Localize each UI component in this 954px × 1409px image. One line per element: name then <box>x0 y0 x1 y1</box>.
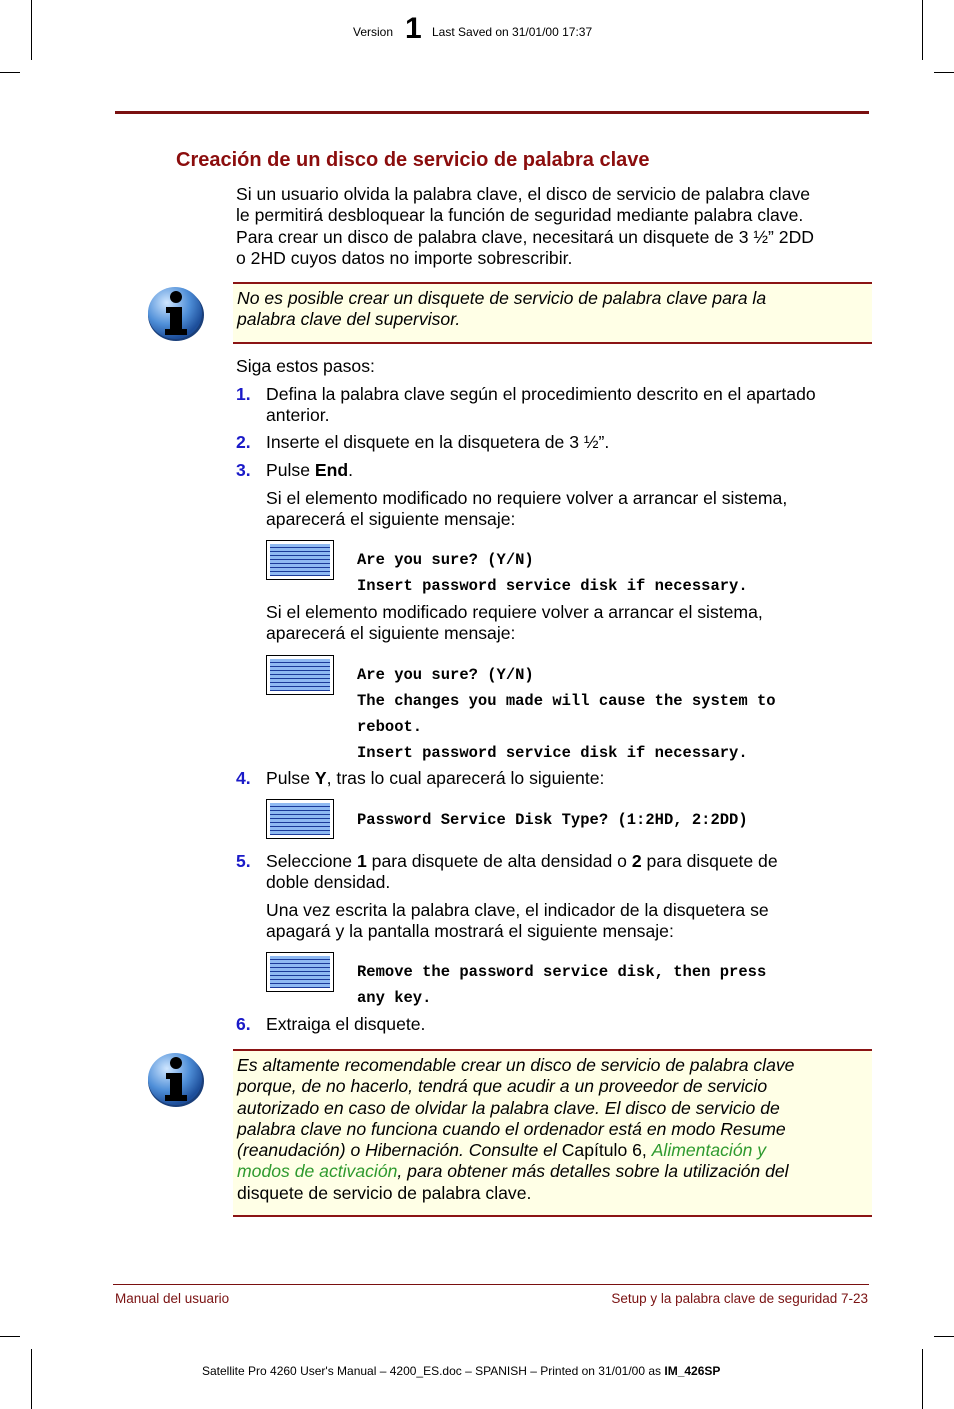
intro-line: o 2HD cuyos datos no importe sobrescribir. <box>236 247 573 268</box>
note-line: disquete de servicio de palabra clave. <box>237 1182 532 1203</box>
print-info: Satellite Pro 4260 User's Manual – 4200_ES.doc – SPANISH – Printed on 31/01/00 as <box>202 1364 665 1378</box>
version-number: 1 <box>405 12 422 45</box>
step-line: Si el elemento modificado requiere volver a arrancar el sistema, <box>266 602 763 622</box>
step-line <box>266 851 876 872</box>
message-line: Insert password service disk if necessary. <box>357 577 748 595</box>
step-paragraph <box>266 602 876 645</box>
crop-mark <box>31 0 32 60</box>
note-line: porque, de no hacerlo, tendrá que acudir a un proveedor de servicio <box>237 1076 768 1097</box>
last-saved: Last Saved on 31/01/00 17:37 <box>432 25 593 39</box>
step-paragraph <box>266 900 876 943</box>
key-name: End <box>314 460 349 480</box>
step-line: Si el elemento modificado no requiere volver a arrancar el sistema, <box>266 488 788 508</box>
note-line: palabra clave del supervisor. <box>237 309 461 330</box>
chapter-link[interactable]: Alimentación y <box>651 1140 767 1161</box>
step-number: 4. <box>236 768 251 788</box>
step-text-post: . <box>348 460 354 480</box>
step-text-pre: Pulse <box>266 768 315 788</box>
crop-mark <box>31 1349 32 1409</box>
note-box <box>233 282 872 344</box>
screen-message-icon <box>266 655 334 695</box>
top-rule <box>115 111 869 114</box>
step-line: Defina la palabra clave según el procedimiento descrito en el apartado <box>266 384 816 404</box>
step-line: aparecerá el siguiente mensaje: <box>266 509 516 530</box>
chapter-link[interactable]: modos de activación <box>237 1161 398 1182</box>
version-label: Version <box>353 25 394 39</box>
crop-mark <box>0 1336 20 1337</box>
screen-message-icon <box>266 799 334 839</box>
note-line: No es posible crear un disquete de servicio de palabra clave para la <box>237 288 767 308</box>
step-text: Extraiga el disquete. <box>266 1014 426 1034</box>
step-number: 3. <box>236 460 251 480</box>
step-number: 6. <box>236 1014 251 1034</box>
intro-line: Para crear un disco de palabra clave, necesitará un disquete de 3 ½” 2DD <box>236 226 814 247</box>
message-line: Are you sure? (Y/N) <box>357 666 534 684</box>
step-text <box>266 384 876 427</box>
crop-mark <box>922 1349 923 1409</box>
step-text: Inserte el disquete en la disquetera de 3 ½”. <box>266 432 610 452</box>
message-line: Password Service Disk Type? (1:2HD, 2:2DD) <box>357 811 748 829</box>
step-line: apagará y la pantalla mostrará el siguiente mensaje: <box>266 921 674 942</box>
intro-line: le permitirá desbloquear la función de seguridad mediante palabra clave. <box>236 205 804 226</box>
step-text <box>266 460 353 481</box>
footer-right: Setup y la palabra clave de seguridad 7-23 <box>611 1291 868 1306</box>
screen-message <box>357 959 766 1011</box>
step-text-pre: Pulse <box>266 460 315 480</box>
screen-message-icon <box>266 952 334 992</box>
step-text-pre: Seleccione <box>266 851 357 871</box>
footer-left: Manual del usuario <box>115 1291 230 1306</box>
intro-line: Si un usuario olvida la palabra clave, el disco de servicio de palabra clave <box>236 184 811 204</box>
note-line <box>237 1161 868 1182</box>
section-title: Creación de un disco de servicio de palabra clave <box>176 149 650 171</box>
step-number: 1. <box>236 384 251 404</box>
note-line: palabra clave no funciona cuando el ordenador está en modo Resume <box>237 1118 786 1139</box>
chapter-reference: Capítulo 6, <box>561 1140 652 1161</box>
print-code: IM_426SP <box>664 1364 721 1378</box>
note-text <box>233 1051 872 1204</box>
intro-paragraph <box>236 184 876 269</box>
step-text-mid: para disquete de alta densidad o <box>366 851 632 871</box>
note-box <box>233 1049 872 1217</box>
note-line: Es altamente recomendable crear un disco de servicio de palabra clave <box>237 1055 795 1075</box>
info-icon <box>146 1049 206 1109</box>
message-line: Are you sure? (Y/N) <box>357 551 534 569</box>
message-line: reboot. <box>357 718 423 736</box>
step-line: doble densidad. <box>266 872 391 893</box>
step-line: anterior. <box>266 405 330 426</box>
step-number: 2. <box>236 432 251 452</box>
footer-rule <box>113 1284 869 1285</box>
screen-message <box>357 662 776 766</box>
option-number: 2 <box>631 851 642 871</box>
step-line: Una vez escrita la palabra clave, el indicador de la disquetera se <box>266 900 769 920</box>
note-text <box>233 284 872 331</box>
message-line: The changes you made will cause the system to <box>357 692 776 710</box>
crop-mark <box>0 72 20 73</box>
note-line-text: (reanudación) o Hibernación. Consulte el <box>237 1140 562 1161</box>
info-icon <box>146 283 206 343</box>
step-paragraph <box>266 488 876 531</box>
note-line-text: , para obtener más detalles sobre la utilización del <box>397 1161 789 1182</box>
step-text-post: , tras lo cual aparecerá lo siguiente: <box>326 768 605 788</box>
key-name: Y <box>314 768 327 788</box>
step-text <box>266 851 876 894</box>
print-line <box>202 1364 720 1378</box>
message-line: Remove the password service disk, then press <box>357 963 767 981</box>
steps-intro: Siga estos pasos: <box>236 356 375 376</box>
crop-mark <box>922 0 923 60</box>
screen-message-icon <box>266 540 334 580</box>
step-line: aparecerá el siguiente mensaje: <box>266 623 516 644</box>
step-text-post: para disquete de <box>641 851 778 871</box>
note-line <box>237 1140 868 1161</box>
option-number: 1 <box>356 851 367 871</box>
message-line: any key. <box>357 989 432 1007</box>
step-text <box>266 768 604 789</box>
screen-message <box>357 807 748 833</box>
step-number: 5. <box>236 851 251 871</box>
crop-mark <box>934 1336 954 1337</box>
crop-mark <box>934 72 954 73</box>
message-line: Insert password service disk if necessary. <box>357 744 748 762</box>
screen-message <box>357 547 748 599</box>
note-line: autorizado en caso de olvidar la palabra clave. El disco de servicio de <box>237 1097 780 1118</box>
